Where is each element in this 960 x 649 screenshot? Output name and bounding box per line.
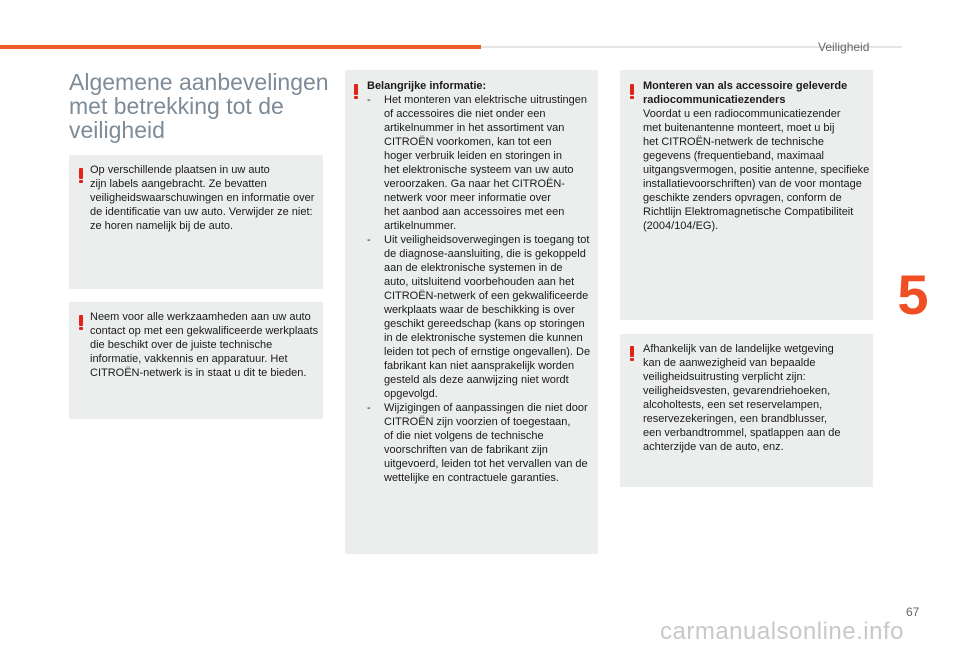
- notice-box-labels: [69, 155, 323, 289]
- equipment-text: Afhankelijk van de landelijke wetgeving kan de aanwezigheid van bepaalde veiligheidsuitrusting verplicht zijn: veiligheidsvesten, gevarendriehoeken, alcoholtests, een set reservelampen, reservezekeringen, een brandblusser, een verbandtrommel, spatlappen aan de achterzijde van de auto, enz.: [643, 343, 841, 453]
- radio-heading: Monteren van als accessoire geleverde radiocommunicatiezenders: [643, 80, 848, 106]
- notice-box-equipment: [620, 334, 873, 487]
- warning-icon: [79, 168, 83, 183]
- notice-box-radio: [620, 70, 873, 320]
- list-item: - Het monteren van elektrische uitrustingen of accessoires die niet onder een artikelnummer in het assortiment van CITROËN voorkomen, kan tot een hoger verbruik leiden en storingen in het elektronische systeem van uw auto veroorzaken. Ga naar het CITROËN- netwerk voor meer informatie over het aanbod aan accessoires met een artikelnummer.: [367, 93, 597, 233]
- section-title: Veiligheid: [818, 40, 870, 54]
- notice-labels-text: Op verschillende plaatsen in uw auto zijn labels aangebracht. Ze bevatten veiligheidswaarschuwingen en informatie over de identificatie van uw auto. Verwijder ze niet: ze horen namelijk bij de auto.: [90, 164, 315, 232]
- list-item: - Uit veiligheidsoverwegingen is toegang tot de diagnose-aansluiting, die is gekoppeld aan de elektronische systemen in de auto, uitsluitend voorbehouden aan het CITROËN-netwerk of een gekwalificeerde werkplaats waar de beschikking is over geschikt gereedschap (kans op storingen in de elektronische systemen die kunnen leiden tot pech of ernstige ongevallen). De fabrikant kan niet aansprakelijk worden gesteld als deze aanwijzing niet wordt opgevolgd.: [367, 233, 597, 401]
- list-item: - Wijzigingen of aanpassingen die niet door CITROËN zijn voorzien of toegestaan, of die niet volgens de technische voorschriften van de fabrikant zijn uitgevoerd, leiden tot het vervallen van de wettelijke en contractuele garanties.: [367, 401, 597, 485]
- notice-box-workshop: [69, 302, 323, 419]
- notice-box-important: [345, 70, 598, 554]
- radio-text: Voordat u een radiocommunicatiezender met buitenantenne monteert, moet u bij het CITROËN-netwerk de technische gegevens (frequentieband, maximaal uitgangsvermogen, positie antenne, specifieke installatievoorschriften) van de voor montage geschikte zenders opvragen, conform de Richtlijn Elektromagnetische Compatibiliteit (2004/104/EG).: [643, 108, 870, 232]
- warning-icon: [630, 84, 634, 99]
- notice-workshop-text: Neem voor alle werkzaamheden aan uw auto contact op met een gekwalificeerde werkplaats die beschikt over de juiste technische informatie, vakkennis en apparatuur. Het CITROËN-netwerk is in staat u dit te bieden.: [90, 311, 319, 379]
- chapter-number: 5: [897, 263, 929, 326]
- header-accent-bar: [0, 45, 481, 49]
- page-title: Algemene aanbevelingen met betrekking tot de veiligheid: [69, 69, 329, 143]
- watermark: carmanualsonline.info: [660, 618, 904, 645]
- warning-icon: [354, 84, 358, 99]
- important-list: [367, 93, 597, 485]
- page-number: 67: [906, 605, 920, 619]
- warning-icon: [630, 346, 634, 361]
- warning-icon: [79, 315, 83, 330]
- important-heading: Belangrijke informatie:: [367, 80, 487, 92]
